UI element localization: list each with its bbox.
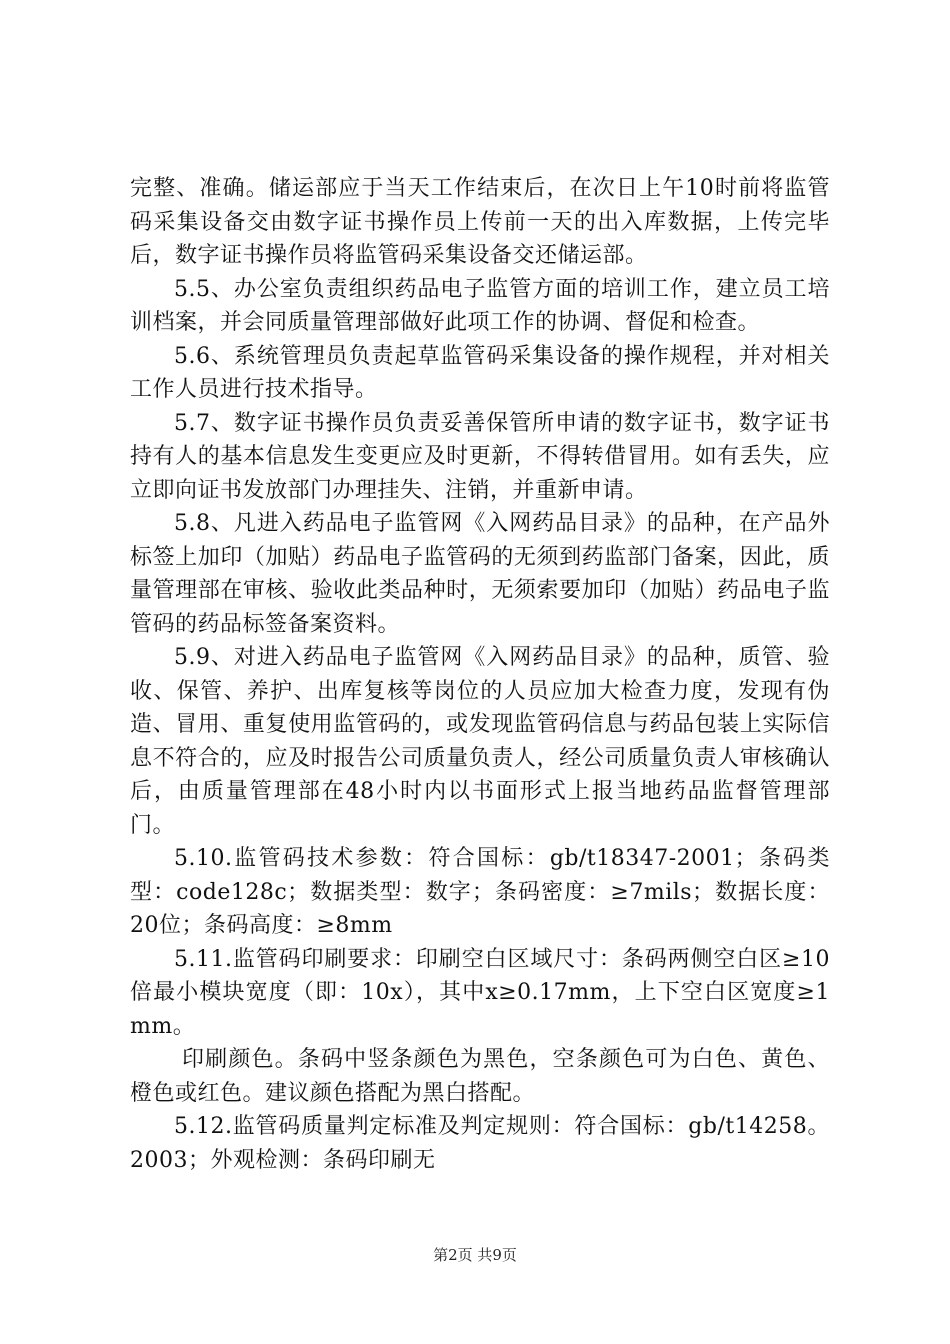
page-footer: 第2页 共9页	[433, 1246, 517, 1264]
document-body	[130, 172, 830, 1177]
paragraph-5-6: 5.6、系统管理员负责起草监管码采集设备的操作规程，并对相关工作人员进行技术指导。	[130, 343, 830, 402]
paragraph-print-color: 印刷颜色。条码中竖条颜色为黑色，空条颜色可为白色、黄色、橙色或红色。建议颜色搭配为黑白搭配。	[130, 1047, 830, 1106]
paragraph-5-11: 5.11.监管码印刷要求：印刷空白区域尺寸：条码两侧空白区≥10倍最小模块宽度（即：10x），其中x≥0.17mm，上下空白区宽度≥1mm。	[130, 946, 830, 1039]
paragraph-5-9: 5.9、对进入药品电子监管网《入网药品目录》的品种，质管、验收、保管、养护、出库复核等岗位的人员应加大检查力度，发现有伪造、冒用、重复使用监管码的，或发现监管码信息与药品包装上实际信息不符合的，应及时报告公司质量负责人，经公司质量负责人审核确认后，由质量管理部在48小时内以书面形式上报当地药品监督管理部门。	[130, 645, 830, 838]
paragraph-continuation: 完整、准确。储运部应于当天工作结束后，在次日上午10时前将监管码采集设备交由数字证书操作员上传前一天的出入库数据，上传完毕后，数字证书操作员将监管码采集设备交还储运部。	[130, 176, 830, 268]
paragraph-5-7: 5.7、数字证书操作员负责妥善保管所申请的数字证书，数字证书持有人的基本信息发生变更应及时更新，不得转借冒用。如有丢失，应立即向证书发放部门办理挂失、注销，并重新申请。	[130, 410, 830, 503]
paragraph-5-5: 5.5、办公室负责组织药品电子监管方面的培训工作，建立员工培训档案，并会同质量管理部做好此项工作的协调、督促和检查。	[130, 276, 830, 335]
paragraph-5-10: 5.10.监管码技术参数：符合国标：gb/t18347-2001；条码类型：code128c；数据类型：数字；条码密度：≥7mils；数据长度：20位；条码高度：≥8mm	[130, 846, 830, 938]
paragraph-5-8: 5.8、凡进入药品电子监管网《入网药品目录》的品种，在产品外标签上加印（加贴）药品电子监管码的无须到药监部门备案，因此，质量管理部在审核、验收此类品种时，无须索要加印（加贴）药品电子监管码的药品标签备案资料。	[130, 511, 830, 637]
paragraph-5-12: 5.12.监管码质量判定标准及判定规则：符合国标：gb/t14258。2003；外观检测：条码印刷无	[130, 1114, 830, 1173]
